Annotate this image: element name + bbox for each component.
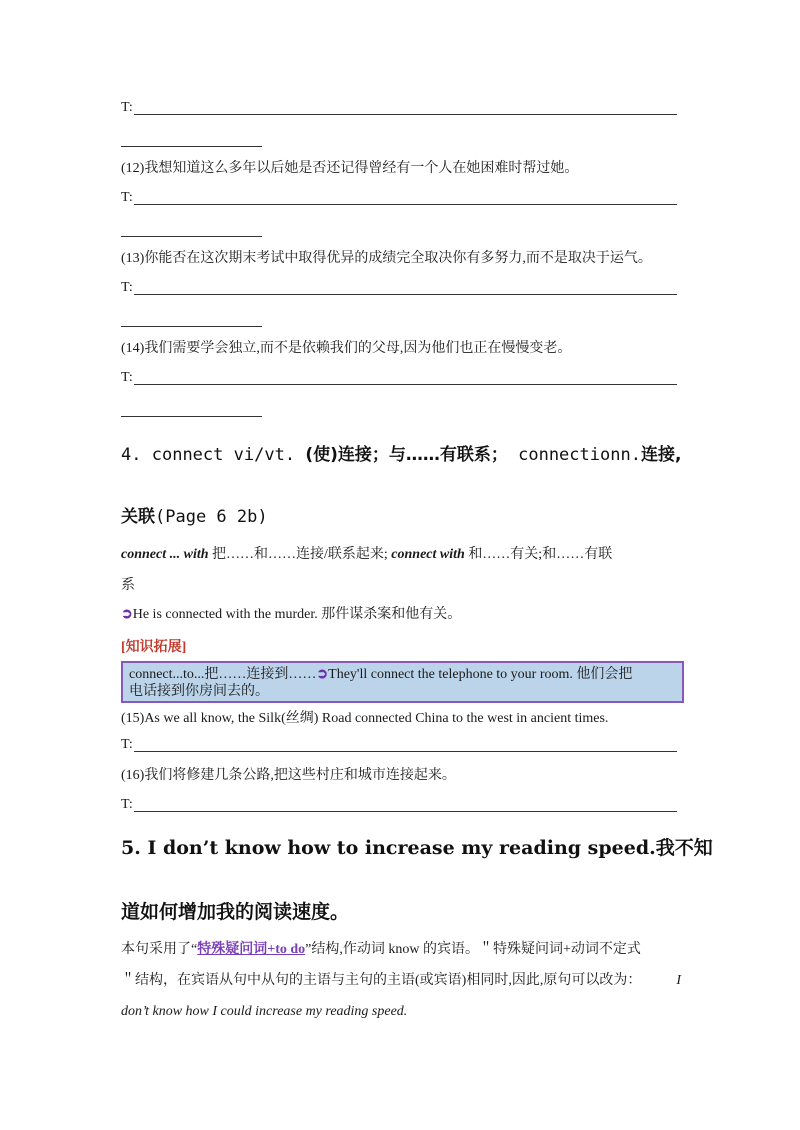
translation-label: T: [121,100,133,115]
question-13: (13)你能否在这次期末考试中取得优异的成绩完全取决你有多努力,而不是取决于运气。 [121,251,652,266]
section-5-chinese-2: 道如何增加我的阅读速度。 [121,901,350,923]
answer-underline [134,114,677,115]
answer-underline [134,384,677,385]
definition: (使)连接；与……有联系； [305,445,508,465]
translation-label: T: [121,370,133,385]
question-16: (16)我们将修建几条公路,把这些村庄和城市连接起来。 [121,768,456,783]
section-5-chinese: 我不知 [655,837,713,859]
part-of-speech-2: n. [620,445,641,465]
rewrite-start: I [676,973,681,988]
explanation-line-3: don’t know how I could increase my reading speed. [121,1004,408,1019]
translation-line[interactable] [121,370,677,388]
answer-underline [134,811,677,812]
answer-underline [134,204,677,205]
expansion-phrase: connect...to...把……连接到…… [129,667,317,682]
section-5-english: 5. I don’t know how to increase my reading speed. [121,837,656,859]
expansion-box [121,661,684,703]
translation-line[interactable] [121,280,677,298]
translation-line[interactable] [121,100,677,118]
section-4-heading [121,440,681,465]
expansion-line-2: 电话接到你房间去的。 [129,684,269,699]
answer-underline-short [121,326,262,327]
headword-2: connection [518,445,621,465]
expansion-line-1 [129,666,676,683]
translation-label: T: [121,797,133,812]
question-15: (15)As we all know, the Silk(丝绸) Road connected China to the west in ancient times. [121,711,609,726]
translation-label: T: [121,190,133,205]
knowledge-expansion-tag: [知识拓展] [121,640,187,655]
headword: connect [151,445,224,465]
question-12: (12)我想知道这么多年以后她是否还记得曾经有一个人在她困难时帮过她。 [121,161,579,176]
explanation-text-3: ＂结构，在宾语从句中从句的主语与主句的主语(或宾语)相同时,因此,原句可以改为： [121,973,642,988]
definition-3: 关联 [121,507,155,527]
explanation-line-1 [121,941,681,959]
answer-underline [134,294,677,295]
explanation-text: 本句采用了“ [121,942,198,957]
translation-line[interactable] [121,797,677,815]
answer-underline [134,751,677,752]
phrase-meaning-2: 和……有关;和……有联 [464,547,613,562]
arrow-icon: ➲ [121,607,133,622]
question-14: (14)我们需要学会独立,而不是依赖我们的父母,因为他们也正在慢慢变老。 [121,341,572,356]
section-5-heading [121,833,713,860]
answer-underline-short [121,416,262,417]
section-5-heading-cont [121,897,349,924]
page-reference: (Page 6 2b) [155,507,268,527]
structure-link[interactable]: 特殊疑问词+to do [197,942,306,957]
usage-line [121,546,681,564]
translation-line[interactable] [121,190,677,208]
arrow-icon: ➲ [316,667,329,682]
example-text: He is connected with the murder. 那件谋杀案和他有关。 [132,607,462,622]
section-number: 4. [121,445,142,465]
definition-2: 连接, [640,445,682,465]
answer-underline-short [121,236,262,237]
part-of-speech: vi/vt. [233,445,296,465]
usage-line-cont: 系 [121,578,135,593]
translation-label: T: [121,280,133,295]
phrase-meaning: 把……和……连接/联系起来; [208,547,392,562]
explanation-line-2 [121,972,681,990]
section-4-heading-cont [121,502,268,527]
expansion-example: They'll connect the telephone to your room. 他们会把 [328,667,633,682]
phrase-connect-with: connect ... with [121,547,209,562]
example-sentence [121,606,461,624]
translation-line[interactable] [121,737,677,755]
translation-label: T: [121,737,133,752]
explanation-text-2: ”结构,作动词 know 的宾语。＂特殊疑问词+动词不定式 [305,942,641,957]
phrase-connect-with-2: connect with [391,547,465,562]
answer-underline-short [121,146,262,147]
